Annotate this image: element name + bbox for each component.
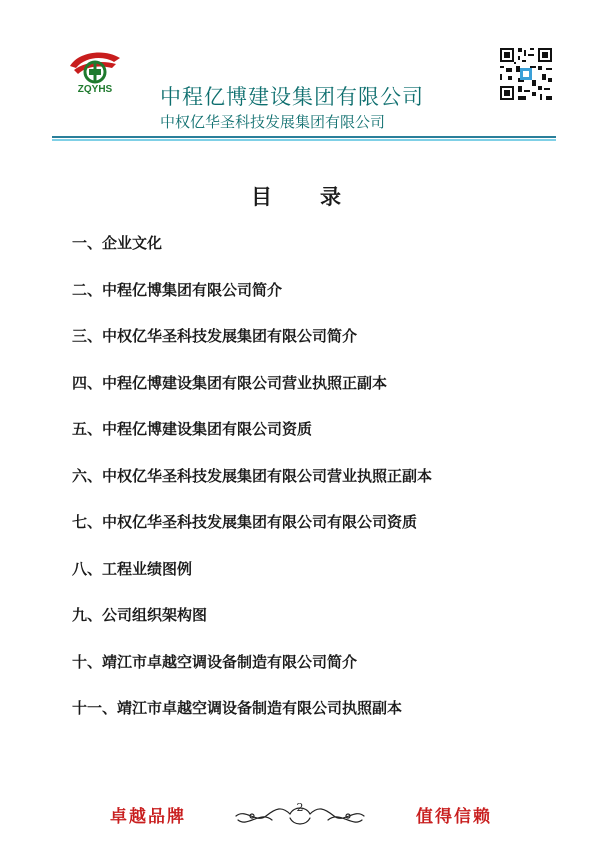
- toc-item[interactable]: 三、中权亿华圣科技发展集团有限公司简介: [72, 327, 358, 345]
- qr-code-icon: [498, 46, 554, 102]
- footer-slogan-right: 值得信赖: [416, 807, 492, 827]
- toc-item[interactable]: 二、中程亿博集团有限公司简介: [72, 280, 283, 299]
- logo-text: ZQYHS: [77, 84, 113, 95]
- page-header: [0, 0, 600, 140]
- toc-item[interactable]: 四、中程亿博建设集团有限公司营业执照正副本: [72, 373, 388, 392]
- footer-slogan-left: 卓越品牌: [110, 807, 186, 827]
- toc-item[interactable]: 一、企业文化: [72, 234, 163, 252]
- header-rule: [52, 136, 556, 138]
- toc-item[interactable]: 七、中权亿华圣科技发展集团有限公司有限公司资质: [72, 513, 418, 531]
- toc-title: 目录: [251, 185, 389, 209]
- toc-item[interactable]: 六、中权亿华圣科技发展集团有限公司营业执照正副本: [72, 466, 433, 485]
- toc-item[interactable]: 十一、靖江市卓越空调设备制造有限公司执照副本: [72, 699, 403, 717]
- toc-item[interactable]: 九、公司组织架构图: [72, 606, 208, 624]
- company-name: 中程亿博建设集团有限公司: [160, 85, 424, 109]
- company-subtitle: 中权亿华圣科技发展集团有限公司: [160, 113, 386, 131]
- page-number: 2: [296, 801, 304, 814]
- header-rule-accent: [52, 139, 556, 141]
- company-logo-icon: [64, 48, 126, 104]
- page-footer: [0, 788, 600, 838]
- ornament-icon: [232, 794, 368, 834]
- toc-item[interactable]: 五、中程亿博建设集团有限公司资质: [72, 420, 313, 438]
- toc-item[interactable]: 十、靖江市卓越空调设备制造有限公司简介: [72, 652, 358, 671]
- table-of-contents: [72, 230, 432, 742]
- toc-item[interactable]: 八、工程业绩图例: [72, 559, 193, 578]
